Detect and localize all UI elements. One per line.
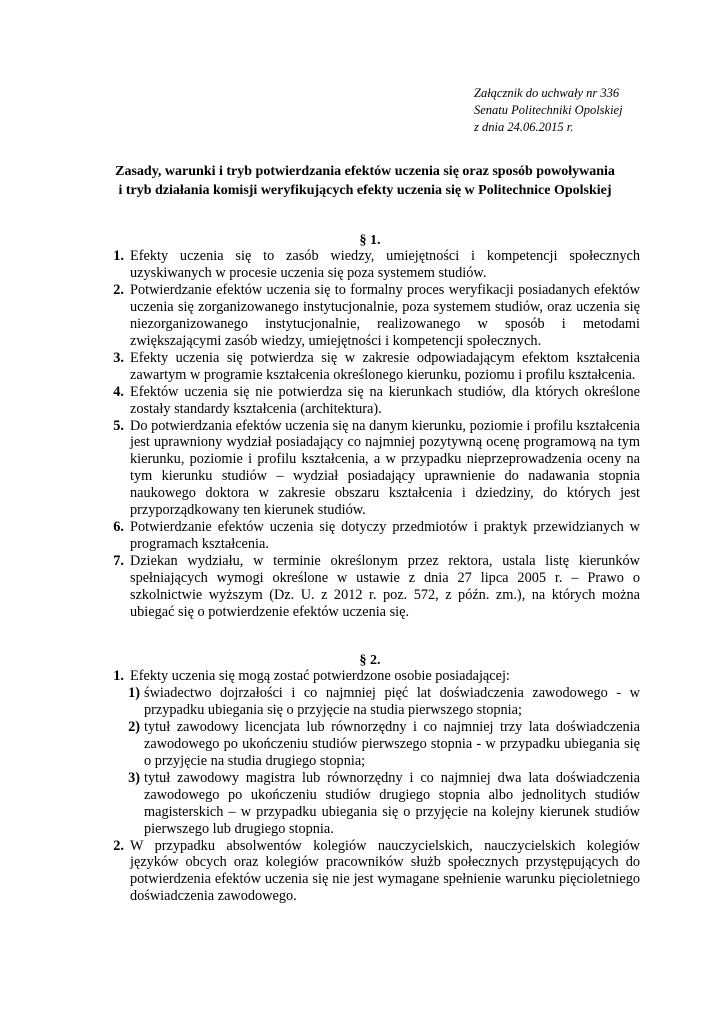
list-item <box>102 248 640 282</box>
document-title <box>60 162 670 200</box>
sub-list-item <box>102 685 640 719</box>
item-text: Efekty uczenia się to zasób wiedzy, umiejętności i kompetencji społecznych uzyskiwanych w procesie uczenia się poza systemem studiów. <box>130 248 640 281</box>
item-number: 1. <box>113 668 124 684</box>
sub-item-number: 3) <box>128 769 140 786</box>
item-text: Efektów uczenia się nie potwierdza się na kierunkach studiów, dla których określone zostały standardy kształcenia (architektura). <box>130 383 640 417</box>
sub-item-number: 1) <box>128 684 140 701</box>
sub-item-text: tytuł zawodowy magistra lub równorzędny i co najmniej dwa lata doświadczenia zawodowego po ukończeniu studiów drugiego stopnia albo jednolitych studiów magisterskich – w przypadku ubiegania się o przyjęcie na kolejny kierunek studiów pierwszego lub drugiego stopnia. <box>144 769 640 837</box>
item-text: Do potwierdzania efektów uczenia się na danym kierunku, poziomie i profilu kształcenia jest uprawniony wydział posiadający co najmniej pozytywną ocenę programową na tym kierunku, poziomie i profilu kształcenia, a w przypadku nieprzeprowadzenia oceny na tym kierunku studiów – wydział posiadający uprawnienie do nadawania stopnia naukowego doktora w zakresie obszaru kształcenia i dziedziny, do których jest przyporządkowany ten kierunek studiów. <box>130 417 640 519</box>
sub-list-item <box>102 719 640 770</box>
item-number: 5. <box>113 417 124 434</box>
list-item <box>102 838 640 906</box>
item-number: 2. <box>113 281 124 298</box>
attachment-line: Załącznik do uchwały nr 336 <box>474 86 620 100</box>
list-item <box>102 384 640 418</box>
item-text: Efekty uczenia się mogą zostać potwierdzone osobie posiadającej: <box>130 668 510 684</box>
item-number: 4. <box>113 383 124 400</box>
list-item <box>102 519 640 553</box>
title-line: Zasady, warunki i tryb potwierdzania efektów uczenia się oraz sposób powoływania <box>115 164 615 179</box>
list-item <box>102 418 640 520</box>
item-text: Potwierdzanie efektów uczenia się to formalny proces weryfikacji posiadanych efektów uczenia się zorganizowanego instytucjonalnie, poza systemem studiów, oraz uczenia się niezorganizowanego instytucjonalnie, realizowanego w sposób i metodami zwiększającymi zasób wiedzy, umiejętności i kompetencji społecznych. <box>130 281 640 349</box>
item-number: 3. <box>113 349 124 366</box>
item-text: Dziekan wydziału, w terminie określonym przez rektora, ustala listę kierunków spełniających wymogi określone w ustawie z dnia 27 lipca 2005 r. – Prawo o szkolnictwie wyższym (Dz. U. z 2012 r. poz. 572, z późn. zm.), na których można ubiegać się o potwierdzenie efektów uczenia się. <box>130 553 640 621</box>
section-1-heading: § 1. <box>359 233 381 248</box>
item-number: 1. <box>113 248 124 264</box>
item-number: 6. <box>113 519 124 536</box>
attachment-note <box>474 85 623 136</box>
sub-item-text: świadectwo dojrzałości i co najmniej pięć lat doświadczenia zawodowego - w przypadku ubiegania się o przyjęcie na studia pierwszego stopnia; <box>144 684 640 718</box>
item-text: W przypadku absolwentów kolegiów nauczycielskich, nauczycielskich kolegiów języków obcych oraz kolegiów pracowników służb społecznych przystępujących do potwierdzenia efektów uczenia się nie jest wymagane spełnienie warunku pięcioletniego doświadczenia zawodowego. <box>130 837 640 905</box>
title-line: i tryb działania komisji weryfikujących efekty uczenia się w Politechnice Opolskiej <box>118 183 612 198</box>
item-text: Efekty uczenia się potwierdza się w zakresie odpowiadającym efektom kształcenia zawartym w programie kształcenia określonego kierunku, poziomu i profilu kształcenia. <box>130 349 640 383</box>
list-item <box>102 553 640 621</box>
list-item <box>102 668 640 685</box>
section-2-heading: § 2. <box>359 653 381 668</box>
attachment-line: Senatu Politechniki Opolskiej <box>474 103 623 117</box>
sub-list <box>102 685 640 838</box>
sub-item-number: 2) <box>128 718 140 735</box>
section-1-list <box>102 248 640 621</box>
list-item <box>102 282 640 350</box>
attachment-line: z dnia 24.06.2015 r. <box>474 120 574 134</box>
list-item <box>102 350 640 384</box>
sub-list-item <box>102 770 640 838</box>
sub-item-text: tytuł zawodowy licencjata lub równorzędny i co najmniej trzy lata doświadczenia zawodowego po ukończeniu studiów pierwszego stopnia - w przypadku ubiegania się o przyjęcie na studia drugiego stopnia; <box>144 718 640 769</box>
item-text: Potwierdzanie efektów uczenia się dotyczy przedmiotów i praktyk przewidzianych w programach kształcenia. <box>130 519 640 553</box>
item-number: 2. <box>113 837 124 854</box>
item-number: 7. <box>113 553 124 570</box>
section-2-list <box>102 668 640 905</box>
